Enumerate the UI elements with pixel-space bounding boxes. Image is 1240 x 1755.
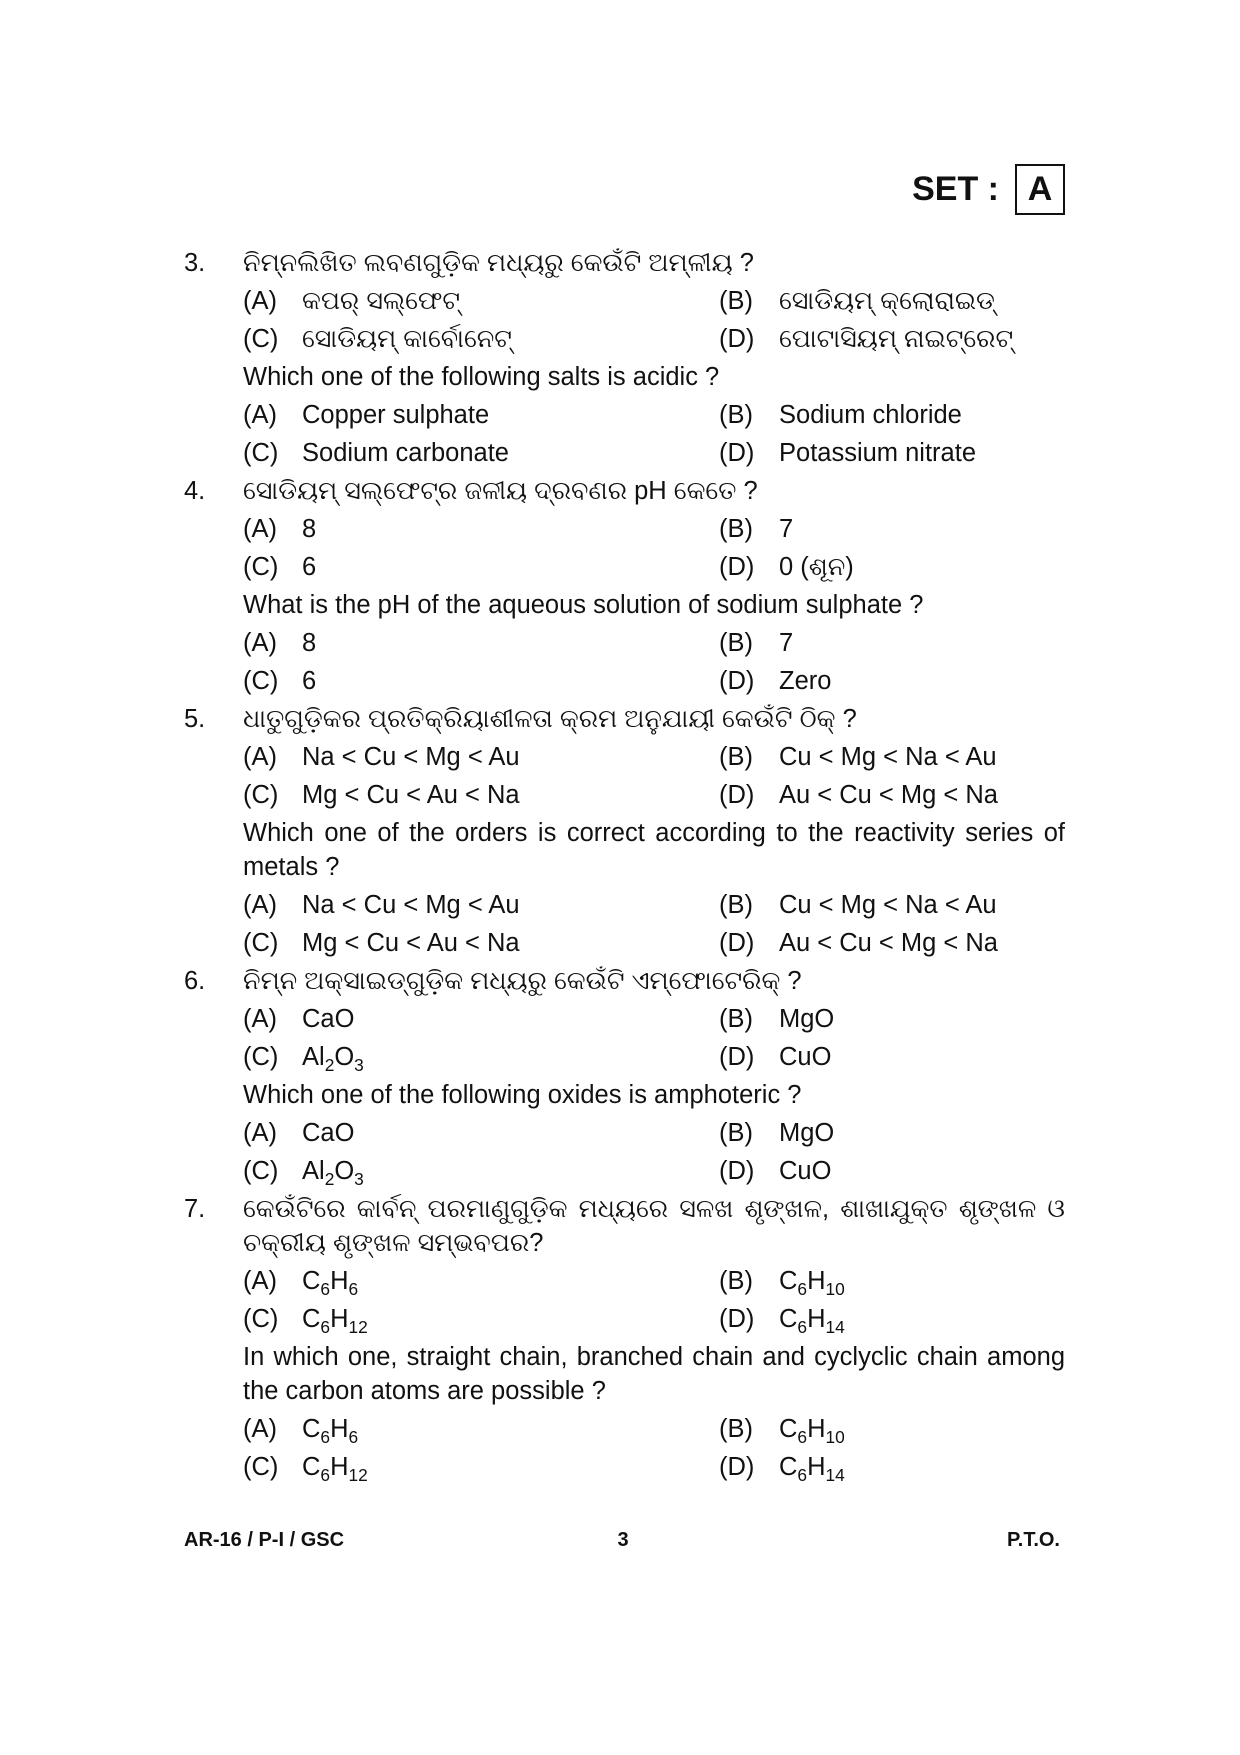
paper-code: AR-16 / P-I / GSC — [184, 1529, 345, 1551]
set-header — [912, 163, 1065, 215]
option-c-text: $Al_2O_3$ — [302, 1043, 364, 1076]
option-d-label: (D) — [719, 781, 755, 809]
option-d-text: Potassium nitrate — [779, 439, 977, 467]
option-c-text: Mg < Cu < Au < Na — [302, 929, 520, 957]
subscript: 6 — [320, 1317, 331, 1338]
option-c-label: (C) — [243, 929, 279, 957]
question-body — [243, 244, 1065, 472]
option-a-label: (A) — [243, 287, 277, 315]
option-c-label: (C) — [243, 781, 279, 809]
question-number: 3. — [184, 249, 206, 277]
question-number: 6. — [184, 967, 206, 995]
subscript: 3 — [354, 1055, 364, 1076]
option-d-text: Au < Cu < Mg < Na — [779, 781, 998, 809]
option-b-text: MgO — [779, 1005, 835, 1033]
subscript: 12 — [348, 1317, 368, 1338]
option-d-text: $C_6H_{14}$ — [779, 1305, 845, 1338]
option-b-text: ସୋଡିୟମ୍ କ୍ଲୋରାଇଡ୍ — [779, 287, 995, 315]
options-english — [243, 624, 1065, 700]
option-b-text: 7 — [779, 629, 794, 657]
subscript: 6 — [797, 1317, 808, 1338]
option-c-label: (C) — [243, 1305, 279, 1333]
question-stem-odia: କେଉଁଟିରେ କାର୍ବନ୍ ପରମାଣୁଗୁଡ଼ିକ ମଧ୍ୟରେ ସଳଖ ଶୃଙ୍ଖଳ, ଶାଖାଯୁକ୍ତ ଶୃଙ୍ଖଳ ଓ ଚକ୍ରୀୟ ଶୃଙ୍ଖଳ ସମ୍ଭବପର? — [243, 1195, 1065, 1257]
option-d-label: (D) — [719, 553, 755, 581]
subscript: 6 — [320, 1465, 331, 1486]
option-a-label: (A) — [243, 743, 277, 771]
subscript: 6 — [320, 1279, 331, 1300]
option-a-text: 8 — [302, 629, 317, 657]
subscript: 10 — [825, 1279, 845, 1300]
options-english — [243, 1410, 1065, 1486]
option-d-label: (D) — [719, 1157, 755, 1185]
question-number: 5. — [184, 705, 206, 733]
subscript: 3 — [354, 1169, 364, 1190]
subscript: 10 — [825, 1427, 845, 1448]
option-c-label: (C) — [243, 1043, 279, 1071]
question-stem-english: Which one of the following salts is acidic ? — [243, 363, 720, 391]
option-a-text: କପର୍ ସଲ୍ଫେଟ୍ — [302, 287, 461, 315]
options-english — [243, 1114, 1065, 1190]
options-english — [243, 396, 1065, 472]
option-d-label: (D) — [719, 1305, 755, 1333]
question-block — [0, 244, 1240, 472]
option-a-label: (A) — [243, 629, 277, 657]
set-label: SET : — [912, 170, 999, 208]
subscript: 12 — [348, 1465, 368, 1486]
option-b-label: (B) — [719, 891, 753, 919]
subscript: 2 — [324, 1169, 335, 1190]
subscript: 6 — [797, 1279, 808, 1300]
options-odia — [243, 738, 1065, 814]
option-b-text: Sodium chloride — [779, 401, 962, 429]
page-number: 3 — [617, 1529, 629, 1551]
option-b-text: 7 — [779, 515, 794, 543]
option-b-label: (B) — [719, 287, 753, 315]
option-b-text: $C_6H_{10}$ — [779, 1415, 845, 1448]
option-c-label: (C) — [243, 1453, 279, 1481]
option-a-label: (A) — [243, 1267, 277, 1295]
option-d-text: $C_6H_{14}$ — [779, 1453, 845, 1486]
option-b-text: $C_6H_{10}$ — [779, 1267, 845, 1300]
option-b-label: (B) — [719, 1005, 753, 1033]
question-body — [243, 700, 1065, 962]
set-code-box: A — [1015, 164, 1065, 215]
subscript: 2 — [324, 1055, 335, 1076]
options-odia — [243, 1262, 1065, 1338]
option-d-text: ପୋଟାସିୟମ୍ ନାଇଟ୍ରେଟ୍ — [779, 325, 1014, 353]
question-block — [0, 962, 1240, 1190]
question-stem-odia: ନିମ୍ନଲିଖିତ ଲବଣଗୁଡ଼ିକ ମଧ୍ୟରୁ କେଉଁଟି ଅମ୍ଳୀୟ ? — [243, 249, 754, 277]
option-d-label: (D) — [719, 439, 755, 467]
option-a-label: (A) — [243, 1119, 277, 1147]
pto-note: P.T.O. — [1007, 1529, 1060, 1551]
option-d-text: CuO — [779, 1157, 832, 1185]
option-c-text: Mg < Cu < Au < Na — [302, 781, 520, 809]
question-body — [243, 962, 1065, 1190]
options-odia — [243, 1000, 1065, 1076]
option-a-text: $C_6H_6$ — [302, 1267, 359, 1300]
option-b-label: (B) — [719, 515, 753, 543]
option-b-label: (B) — [719, 401, 753, 429]
option-d-text: 0 (ଶୂନ) — [779, 553, 854, 581]
page-footer — [0, 1528, 1240, 1552]
option-c-label: (C) — [243, 325, 279, 353]
option-a-label: (A) — [243, 1005, 277, 1033]
option-d-label: (D) — [719, 929, 755, 957]
question-number: 4. — [184, 477, 206, 505]
option-c-text: 6 — [302, 667, 317, 695]
option-c-text: $Al_2O_3$ — [302, 1157, 364, 1190]
subscript: 14 — [825, 1317, 845, 1338]
question-stem-english: Which one of the following oxides is amphoteric ? — [243, 1081, 802, 1109]
question-stem-odia: ନିମ୍ନ ଅକ୍ସାଇଡ୍‌ଗୁଡ଼ିକ ମଧ୍ୟରୁ କେଉଁଟି ଏମ୍ଫୋଟେରିକ୍ ? — [243, 967, 802, 995]
option-a-label: (A) — [243, 1415, 277, 1443]
option-d-text: Au < Cu < Mg < Na — [779, 929, 998, 957]
question-stem-english: What is the pH of the aqueous solution of sodium sulphate ? — [243, 591, 924, 619]
option-c-label: (C) — [243, 1157, 279, 1185]
question-list — [0, 244, 1240, 1486]
subscript: 6 — [320, 1427, 331, 1448]
option-c-label: (C) — [243, 667, 279, 695]
subscript: 6 — [797, 1427, 808, 1448]
option-c-text: $C_6H_{12}$ — [302, 1305, 368, 1338]
option-b-text: Cu < Mg < Na < Au — [779, 891, 997, 919]
option-b-label: (B) — [719, 629, 753, 657]
option-d-text: Zero — [779, 667, 832, 695]
option-a-text: Na < Cu < Mg < Au — [302, 891, 520, 919]
subscript: 6 — [348, 1427, 359, 1448]
subscript: 6 — [348, 1279, 359, 1300]
option-d-label: (D) — [719, 325, 755, 353]
option-a-text: $C_6H_6$ — [302, 1415, 359, 1448]
option-c-text: $C_6H_{12}$ — [302, 1453, 368, 1486]
option-b-text: MgO — [779, 1119, 835, 1147]
question-block — [0, 700, 1240, 962]
options-english — [243, 886, 1065, 962]
question-stem-odia: ଧାତୁଗୁଡ଼ିକର ପ୍ରତିକ୍ରିୟାଶୀଳତା କ୍ରମ ଅନୁଯାୟୀ କେଉଁଟି ଠିକ୍ ? — [243, 705, 857, 733]
option-b-label: (B) — [719, 1267, 753, 1295]
question-stem-odia: ସୋଡିୟମ୍ ସଲ୍ଫେଟ୍‌ର ଜଳୀୟ ଦ୍ରବଣର pH କେତେ ? — [243, 477, 758, 505]
question-stem-english: Which one of the orders is correct according to the reactivity series of metals ? — [243, 819, 1065, 881]
question-body — [243, 472, 1065, 700]
option-a-text: Copper sulphate — [302, 401, 490, 429]
option-a-label: (A) — [243, 515, 277, 543]
option-c-label: (C) — [243, 439, 279, 467]
question-body — [243, 1190, 1065, 1486]
option-c-text: 6 — [302, 553, 317, 581]
option-a-text: Na < Cu < Mg < Au — [302, 743, 520, 771]
subscript: 6 — [797, 1465, 808, 1486]
option-d-label: (D) — [719, 1453, 755, 1481]
option-d-label: (D) — [719, 667, 755, 695]
option-c-text: Sodium carbonate — [302, 439, 509, 467]
options-odia — [243, 510, 1065, 586]
option-d-label: (D) — [719, 1043, 755, 1071]
option-b-label: (B) — [719, 1415, 753, 1443]
option-b-text: Cu < Mg < Na < Au — [779, 743, 997, 771]
option-a-label: (A) — [243, 401, 277, 429]
option-b-label: (B) — [719, 743, 753, 771]
option-a-text: CaO — [302, 1119, 355, 1147]
options-odia — [243, 282, 1065, 358]
option-d-text: CuO — [779, 1043, 832, 1071]
option-a-text: 8 — [302, 515, 317, 543]
option-c-label: (C) — [243, 553, 279, 581]
subscript: 14 — [825, 1465, 845, 1486]
option-a-text: CaO — [302, 1005, 355, 1033]
option-a-label: (A) — [243, 891, 277, 919]
option-b-label: (B) — [719, 1119, 753, 1147]
question-stem-english: In which one, straight chain, branched chain and cyclyclic chain among the carbon atoms are possible ? — [243, 1343, 1065, 1405]
question-number: 7. — [184, 1195, 206, 1223]
option-c-text: ସୋଡିୟମ୍ କାର୍ବୋନେଟ୍ — [302, 325, 512, 353]
question-block — [0, 472, 1240, 700]
question-block — [0, 1190, 1240, 1486]
